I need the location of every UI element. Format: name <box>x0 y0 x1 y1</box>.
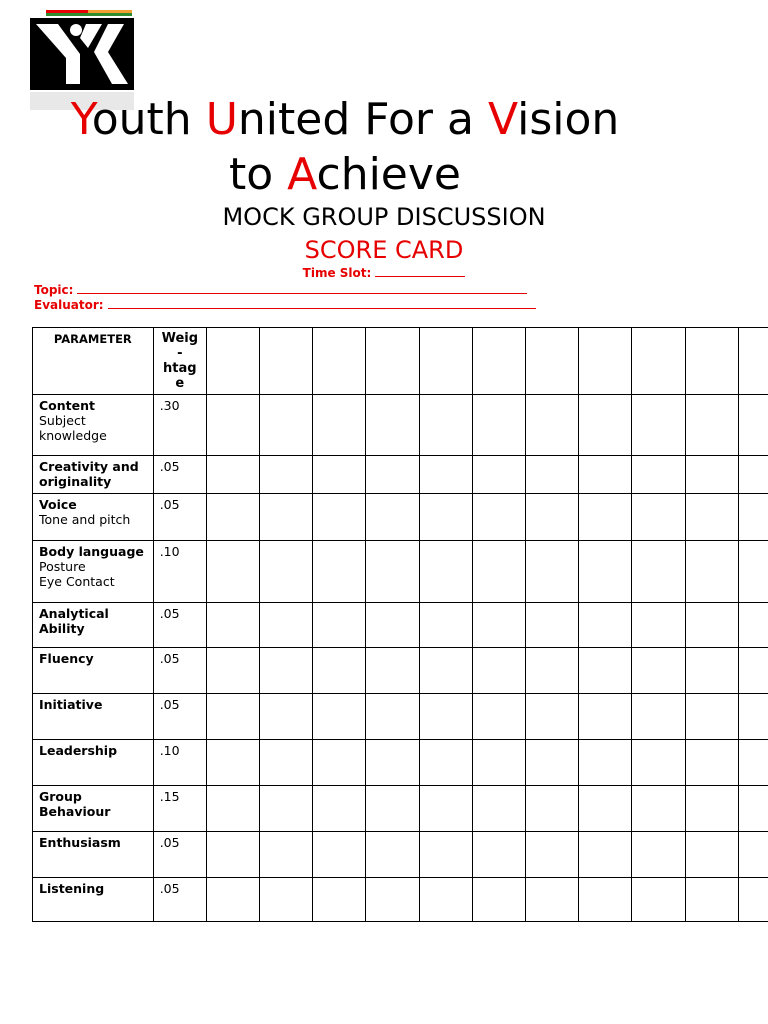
weightage-cell: .15 <box>153 786 206 832</box>
score-entry-cell[interactable] <box>313 648 366 694</box>
score-entry-cell[interactable] <box>206 832 259 878</box>
score-entry-cell[interactable] <box>313 832 366 878</box>
score-entry-cell[interactable] <box>579 603 632 648</box>
score-entry-cell[interactable] <box>419 786 472 832</box>
parameter-description: Subject <box>39 413 86 428</box>
title-word: outh <box>91 94 206 145</box>
score-entry-cell[interactable] <box>313 878 366 922</box>
score-table <box>32 327 768 922</box>
weightage-cell: .05 <box>153 648 206 694</box>
table-row <box>33 456 768 494</box>
score-entry-cell[interactable] <box>206 603 259 648</box>
score-entry-cell[interactable] <box>738 786 768 832</box>
score-entry-cell[interactable] <box>632 878 685 922</box>
score-entry-cell[interactable] <box>526 832 579 878</box>
parameter-description: Eye Contact <box>39 574 115 589</box>
score-entry-cell[interactable] <box>685 740 738 786</box>
score-entry-cell[interactable] <box>579 740 632 786</box>
evaluatee-column-header[interactable] <box>419 328 472 395</box>
score-entry-cell[interactable] <box>313 395 366 456</box>
score-entry-cell[interactable] <box>579 494 632 541</box>
score-entry-cell[interactable] <box>472 740 525 786</box>
score-entry-cell[interactable] <box>206 395 259 456</box>
parameter-name: Creativity and originality <box>39 459 139 489</box>
evaluatee-column-header[interactable] <box>685 328 738 395</box>
score-entry-cell[interactable] <box>206 456 259 494</box>
parameter-name: Voice <box>39 497 77 512</box>
weightage-cell: .10 <box>153 541 206 603</box>
title-capital-letter: Y <box>70 94 92 145</box>
parameter-cell <box>33 541 154 603</box>
score-entry-cell[interactable] <box>206 541 259 603</box>
score-entry-cell[interactable] <box>685 832 738 878</box>
score-entry-cell[interactable] <box>632 494 685 541</box>
score-entry-cell[interactable] <box>260 494 313 541</box>
score-entry-cell[interactable] <box>579 648 632 694</box>
table-row <box>33 603 768 648</box>
weightage-header-text: Weig - htag e <box>161 331 199 391</box>
score-entry-cell[interactable] <box>632 786 685 832</box>
score-entry-cell[interactable] <box>419 494 472 541</box>
title-capital-letter: V <box>487 94 518 145</box>
evaluatee-column-header[interactable] <box>313 328 366 395</box>
score-entry-cell[interactable] <box>472 786 525 832</box>
evaluator-label: Evaluator: <box>34 298 104 312</box>
score-entry-cell[interactable] <box>472 494 525 541</box>
score-entry-cell[interactable] <box>738 456 768 494</box>
time-slot-blank[interactable] <box>375 266 465 277</box>
parameter-name: Body language <box>39 544 144 559</box>
score-entry-cell[interactable] <box>579 878 632 922</box>
parameter-cell <box>33 740 154 786</box>
score-entry-cell[interactable] <box>366 395 419 456</box>
table-row <box>33 832 768 878</box>
score-table-body <box>33 395 768 922</box>
parameter-description: Tone and pitch <box>39 512 131 527</box>
score-entry-cell[interactable] <box>685 648 738 694</box>
document-subtitle: MOCK GROUP DISCUSSION <box>222 203 546 231</box>
score-entry-cell[interactable] <box>632 832 685 878</box>
score-entry-cell[interactable] <box>526 494 579 541</box>
score-entry-cell[interactable] <box>366 694 419 740</box>
score-card-heading: SCORE CARD <box>304 236 464 264</box>
score-entry-cell[interactable] <box>419 456 472 494</box>
score-entry-cell[interactable] <box>366 456 419 494</box>
weightage-cell: .05 <box>153 878 206 922</box>
table-row <box>33 494 768 541</box>
evaluatee-column-header[interactable] <box>632 328 685 395</box>
evaluatee-column-header[interactable] <box>206 328 259 395</box>
topic-label: Topic: <box>34 283 74 297</box>
parameter-cell <box>33 456 154 494</box>
score-entry-cell[interactable] <box>579 456 632 494</box>
score-entry-cell[interactable] <box>366 740 419 786</box>
score-entry-cell[interactable] <box>260 740 313 786</box>
score-entry-cell[interactable] <box>632 694 685 740</box>
score-entry-cell[interactable] <box>206 878 259 922</box>
score-entry-cell[interactable] <box>526 456 579 494</box>
score-entry-cell[interactable] <box>738 694 768 740</box>
table-row <box>33 648 768 694</box>
score-entry-cell[interactable] <box>738 648 768 694</box>
score-entry-cell[interactable] <box>260 648 313 694</box>
title-word: to <box>229 149 288 200</box>
score-entry-cell[interactable] <box>419 395 472 456</box>
score-entry-cell[interactable] <box>738 878 768 922</box>
weightage-cell: .30 <box>153 395 206 456</box>
score-entry-cell[interactable] <box>419 832 472 878</box>
parameter-description: knowledge <box>39 428 107 443</box>
parameter-cell <box>33 878 154 922</box>
parameter-name: Fluency <box>39 651 94 666</box>
time-slot-field <box>0 266 768 280</box>
evaluator-blank[interactable] <box>108 298 536 309</box>
score-entry-cell[interactable] <box>685 456 738 494</box>
score-entry-cell[interactable] <box>206 740 259 786</box>
score-entry-cell[interactable] <box>366 832 419 878</box>
score-entry-cell[interactable] <box>738 494 768 541</box>
score-entry-cell[interactable] <box>526 878 579 922</box>
title-capital-letter: A <box>287 149 317 200</box>
parameter-name: Group Behaviour <box>39 789 111 819</box>
title-word: nited For a <box>237 94 488 145</box>
score-entry-cell[interactable] <box>260 603 313 648</box>
score-entry-cell[interactable] <box>419 694 472 740</box>
score-entry-cell[interactable] <box>206 648 259 694</box>
score-entry-cell[interactable] <box>206 494 259 541</box>
score-entry-cell[interactable] <box>206 786 259 832</box>
table-header-row <box>33 328 768 395</box>
score-entry-cell[interactable] <box>526 541 579 603</box>
title-word: ision <box>517 94 620 145</box>
parameter-cell <box>33 832 154 878</box>
score-entry-cell[interactable] <box>472 541 525 603</box>
score-entry-cell[interactable] <box>632 395 685 456</box>
score-entry-cell[interactable] <box>738 603 768 648</box>
parameter-cell <box>33 648 154 694</box>
score-entry-cell[interactable] <box>632 740 685 786</box>
weightage-cell: .05 <box>153 603 206 648</box>
score-entry-cell[interactable] <box>685 878 738 922</box>
parameter-name: Listening <box>39 881 105 896</box>
score-entry-cell[interactable] <box>472 832 525 878</box>
score-entry-cell[interactable] <box>526 648 579 694</box>
score-entry-cell[interactable] <box>579 541 632 603</box>
title-word: chieve <box>316 149 461 200</box>
score-entry-cell[interactable] <box>260 832 313 878</box>
score-entry-cell[interactable] <box>366 603 419 648</box>
score-entry-cell[interactable] <box>632 541 685 603</box>
parameter-cell <box>33 786 154 832</box>
score-entry-cell[interactable] <box>260 786 313 832</box>
parameter-description: Posture <box>39 559 86 574</box>
table-row <box>33 786 768 832</box>
parameter-name: Content <box>39 398 95 413</box>
parameter-name: Analytical Ability <box>39 606 109 636</box>
score-entry-cell[interactable] <box>632 648 685 694</box>
parameter-name: Initiative <box>39 697 103 712</box>
score-entry-cell[interactable] <box>366 786 419 832</box>
score-entry-cell[interactable] <box>526 786 579 832</box>
score-entry-cell[interactable] <box>472 456 525 494</box>
score-entry-cell[interactable] <box>685 786 738 832</box>
weightage-cell: .10 <box>153 740 206 786</box>
evaluatee-column-header[interactable] <box>366 328 419 395</box>
topic-field <box>34 283 527 297</box>
parameter-name: Enthusiasm <box>39 835 121 850</box>
score-entry-cell[interactable] <box>738 832 768 878</box>
score-entry-cell[interactable] <box>206 694 259 740</box>
table-row <box>33 878 768 922</box>
evaluatee-column-header[interactable] <box>472 328 525 395</box>
score-entry-cell[interactable] <box>579 786 632 832</box>
score-entry-cell[interactable] <box>632 456 685 494</box>
table-row <box>33 395 768 456</box>
score-entry-cell[interactable] <box>685 603 738 648</box>
organization-title-line2 <box>0 149 690 201</box>
score-entry-cell[interactable] <box>579 694 632 740</box>
parameter-cell <box>33 494 154 541</box>
score-entry-cell[interactable] <box>526 740 579 786</box>
weightage-cell: .05 <box>153 494 206 541</box>
score-entry-cell[interactable] <box>419 603 472 648</box>
score-entry-cell[interactable] <box>313 541 366 603</box>
score-entry-cell[interactable] <box>685 494 738 541</box>
score-entry-cell[interactable] <box>472 395 525 456</box>
weightage-cell: .05 <box>153 694 206 740</box>
evaluator-field <box>34 298 536 312</box>
score-entry-cell[interactable] <box>472 603 525 648</box>
title-capital-letter: U <box>205 94 238 145</box>
table-row <box>33 740 768 786</box>
score-entry-cell[interactable] <box>526 395 579 456</box>
score-entry-cell[interactable] <box>313 740 366 786</box>
evaluatee-column-header[interactable] <box>526 328 579 395</box>
score-entry-cell[interactable] <box>366 878 419 922</box>
score-entry-cell[interactable] <box>366 648 419 694</box>
score-entry-cell[interactable] <box>472 648 525 694</box>
evaluatee-column-header[interactable] <box>579 328 632 395</box>
score-entry-cell[interactable] <box>472 694 525 740</box>
weightage-cell: .05 <box>153 456 206 494</box>
weightage-cell: .05 <box>153 832 206 878</box>
evaluatee-column-header[interactable] <box>738 328 768 395</box>
parameter-name: Leadership <box>39 743 118 758</box>
score-entry-cell[interactable] <box>419 541 472 603</box>
score-entry-cell[interactable] <box>313 786 366 832</box>
score-entry-cell[interactable] <box>738 541 768 603</box>
parameter-cell <box>33 603 154 648</box>
parameter-cell <box>33 395 154 456</box>
score-entry-cell[interactable] <box>579 832 632 878</box>
score-entry-cell[interactable] <box>632 603 685 648</box>
score-entry-cell[interactable] <box>472 878 525 922</box>
table-row <box>33 541 768 603</box>
time-slot-label: Time Slot: <box>302 266 372 280</box>
score-entry-cell[interactable] <box>526 603 579 648</box>
weightage-header <box>153 328 206 395</box>
topic-blank[interactable] <box>77 283 527 294</box>
score-entry-cell[interactable] <box>419 740 472 786</box>
score-entry-cell[interactable] <box>313 456 366 494</box>
score-entry-cell[interactable] <box>260 541 313 603</box>
score-entry-cell[interactable] <box>260 456 313 494</box>
score-entry-cell[interactable] <box>526 694 579 740</box>
score-entry-cell[interactable] <box>738 740 768 786</box>
score-entry-cell[interactable] <box>260 694 313 740</box>
score-entry-cell[interactable] <box>738 395 768 456</box>
score-entry-cell[interactable] <box>366 541 419 603</box>
score-entry-cell[interactable] <box>685 395 738 456</box>
score-entry-cell[interactable] <box>260 395 313 456</box>
evaluatee-column-header[interactable] <box>260 328 313 395</box>
score-entry-cell[interactable] <box>313 494 366 541</box>
score-entry-cell[interactable] <box>419 878 472 922</box>
score-entry-cell[interactable] <box>685 694 738 740</box>
parameter-header: PARAMETER <box>33 328 154 395</box>
score-entry-cell[interactable] <box>313 603 366 648</box>
score-entry-cell[interactable] <box>260 878 313 922</box>
score-entry-cell[interactable] <box>685 541 738 603</box>
organization-title-line1 <box>0 94 690 146</box>
score-entry-cell[interactable] <box>419 648 472 694</box>
score-entry-cell[interactable] <box>313 694 366 740</box>
score-entry-cell[interactable] <box>366 494 419 541</box>
score-entry-cell[interactable] <box>579 395 632 456</box>
parameter-cell <box>33 694 154 740</box>
table-row <box>33 694 768 740</box>
